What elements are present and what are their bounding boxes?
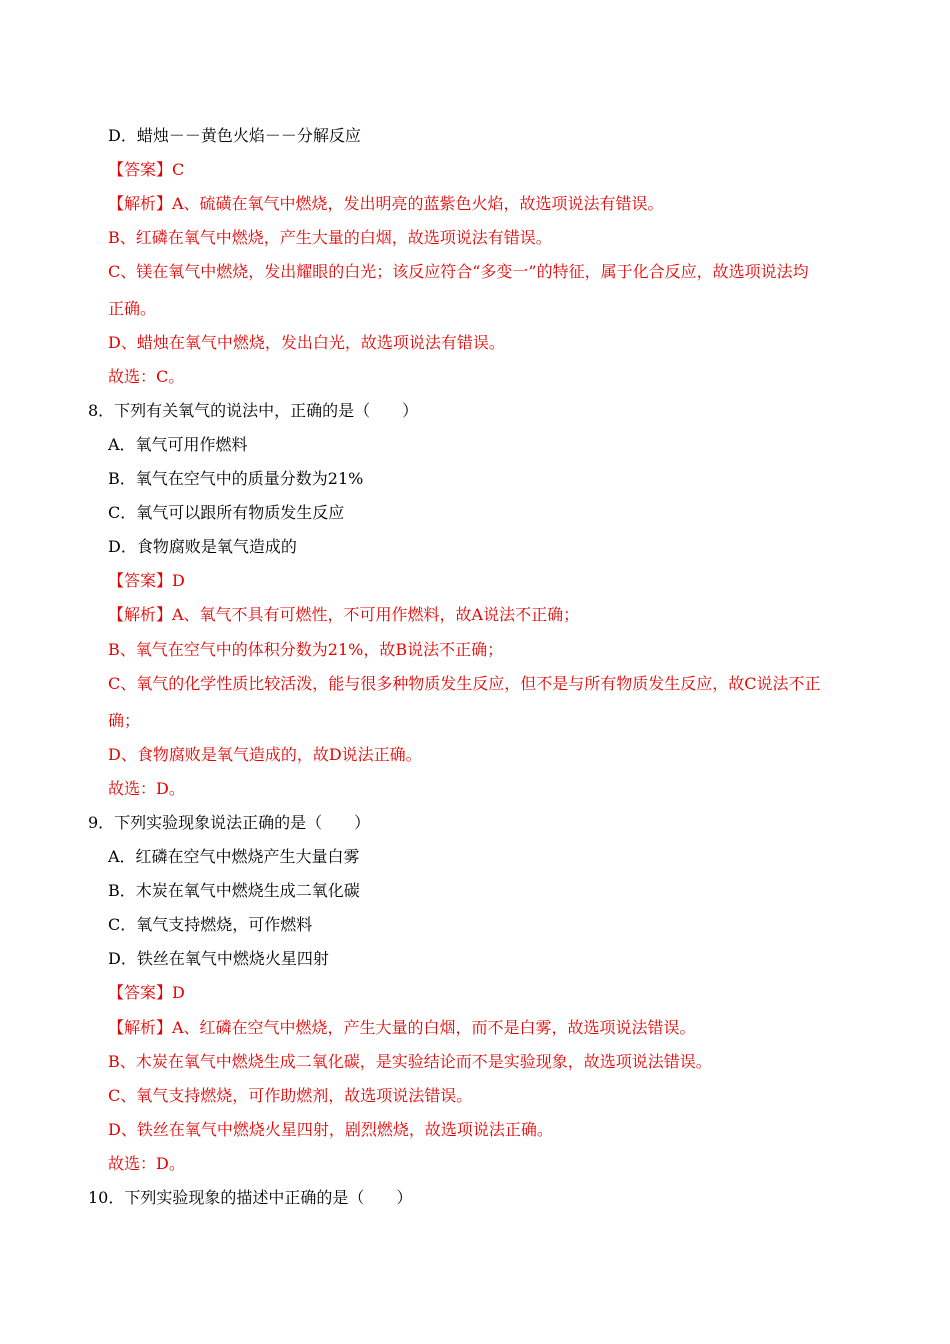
q9-analysis-line: B、木炭在氧气中燃烧生成二氧化碳，是实验结论而不是实验现象，故选项说法错误。 [108,1052,712,1071]
q9-option: A．红磷在空气中燃烧产生大量白雾 [108,847,360,866]
q8-analysis-line: 确； [108,711,141,730]
q9-analysis-line: D、铁丝在氧气中燃烧火星四射，剧烈燃烧，故选项说法正确。 [108,1120,553,1139]
q7-option-d: D．蜡烛－－黄色火焰－－分解反应 [108,126,361,145]
q9-analysis-line: 故选：D。 [108,1154,185,1173]
q8-answer: 【答案】D [108,571,185,590]
q8-option: A．氧气可用作燃料 [108,435,248,454]
q9-option: C．氧气支持燃烧，可作燃料 [108,915,313,934]
q9-option: D．铁丝在氧气中燃烧火星四射 [108,949,329,968]
q8-option: B．氧气在空气中的质量分数为21% [108,469,364,488]
q7-analysis-line: C、镁在氧气中燃烧，发出耀眼的白光；该反应符合“多变一”的特征，属于化合反应，故选项说法均 [108,262,809,281]
q7-analysis-line: 故选：C。 [108,367,185,386]
q8-analysis-line: B、氧气在空气中的体积分数为21%，故B说法不正确； [108,640,504,659]
q9-stem: 9．下列实验现象说法正确的是（ ） [88,813,371,832]
q10-stem: 10．下列实验现象的描述中正确的是（ ） [88,1188,413,1207]
q9-option: B．木炭在氧气中燃烧生成二氧化碳 [108,881,360,900]
q8-stem: 8．下列有关氧气的说法中，正确的是（ ） [88,401,419,420]
q8-analysis-line: 故选：D。 [108,779,185,798]
q7-analysis-line: 【解析】A、硫磺在氧气中燃烧，发出明亮的蓝紫色火焰，故选项说法有错误。 [108,194,664,213]
q7-analysis-line: 正确。 [108,299,157,318]
q8-option: C．氧气可以跟所有物质发生反应 [108,503,345,522]
q9-analysis-line: C、氧气支持燃烧，可作助燃剂，故选项说法错误。 [108,1086,473,1105]
q8-analysis-line: C、氧气的化学性质比较活泼，能与很多种物质发生反应，但不是与所有物质发生反应，故C说法不正 [108,674,821,693]
q8-analysis-line: D、食物腐败是氧气造成的，故D说法正确。 [108,745,422,764]
q8-analysis-line: 【解析】A、氧气不具有可燃性，不可用作燃料，故A说法不正确； [108,605,580,624]
q9-answer: 【答案】D [108,983,185,1002]
q8-option: D．食物腐败是氧气造成的 [108,537,297,556]
q7-answer: 【答案】C [108,160,185,179]
q7-analysis-line: D、蜡烛在氧气中燃烧，发出白光，故选项说法有错误。 [108,333,505,352]
q7-analysis-line: B、红磷在氧气中燃烧，产生大量的白烟，故选项说法有错误。 [108,228,552,247]
q9-analysis-line: 【解析】A、红磷在空气中燃烧，产生大量的白烟，而不是白雾，故选项说法错误。 [108,1018,696,1037]
